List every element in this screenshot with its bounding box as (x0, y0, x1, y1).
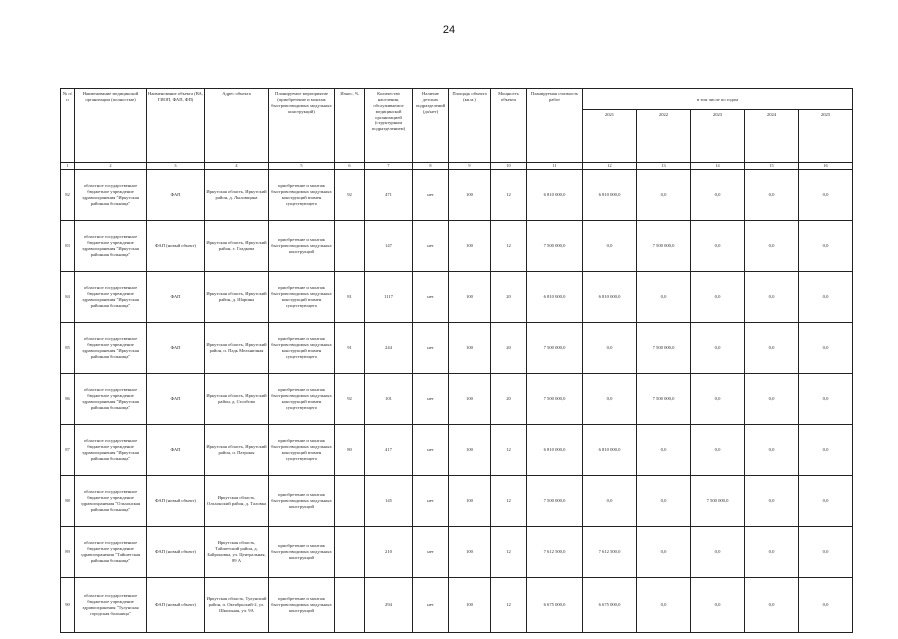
children-cell: нет (413, 425, 449, 476)
measure-cell: приобретение и монтаж быстровозводимых модульных конструкций (269, 476, 335, 527)
year-2025-cell: 0,0 (799, 578, 853, 633)
object-name-cell: ФАП (147, 425, 205, 476)
children-cell: нет (413, 578, 449, 633)
capacity-cell: 12 (491, 221, 527, 272)
column-number: 14 (691, 163, 745, 170)
address-cell: Иркутская область, Иркутский район, п. Падь Мельничная (205, 323, 269, 374)
year-2025-cell: 0,0 (799, 323, 853, 374)
population-cell: 210 (365, 527, 413, 578)
measure-cell: приобретение и монтаж быстровозводимых модульных конструкций (269, 527, 335, 578)
year-2022-cell: 0,0 (637, 476, 691, 527)
object-name-cell: ФАП (147, 272, 205, 323)
wear-cell: 92 (335, 170, 365, 221)
year-2021-cell: 6 810 000,0 (583, 170, 637, 221)
address-cell: Иркутская область, Иркутский район, д. Лыловщина (205, 170, 269, 221)
object-name-cell: ФАП (новый объект) (147, 221, 205, 272)
column-number: 10 (491, 163, 527, 170)
population-cell: 1117 (365, 272, 413, 323)
header-wear: Износ, % (335, 89, 365, 163)
row-number: 89 (61, 527, 75, 578)
area-cell: 100 (449, 476, 491, 527)
year-2023-cell: 0,0 (691, 323, 745, 374)
object-name-cell: ФАП (новый объект) (147, 527, 205, 578)
institution-cell: областное государственное бюджетное учреждение здравоохранения "Иркутская районная больница" (75, 425, 147, 476)
wear-cell: 91 (335, 323, 365, 374)
year-2021-cell: 7 612 500,0 (583, 527, 637, 578)
table-row (61, 425, 853, 476)
year-2024-cell: 0,0 (745, 374, 799, 425)
year-2023-cell: 0,0 (691, 578, 745, 633)
header-row (61, 89, 853, 110)
area-cell: 100 (449, 221, 491, 272)
year-2025-cell: 0,0 (799, 374, 853, 425)
header-institution: Наименование медицинской организации (полностью) (75, 89, 147, 163)
year-2025-cell: 0,0 (799, 425, 853, 476)
area-cell: 100 (449, 374, 491, 425)
cost-cell: 6 810 000,0 (527, 272, 583, 323)
measure-cell: приобретение и монтаж быстровозводимых модульных конструкций взамен существующего (269, 272, 335, 323)
object-name-cell: ФАП (147, 374, 205, 425)
wear-cell (335, 527, 365, 578)
cost-cell: 7 612 500,0 (527, 527, 583, 578)
header-year: 2023 (691, 110, 745, 163)
capacity-cell: 12 (491, 476, 527, 527)
wear-cell: 80 (335, 425, 365, 476)
object-name-cell: ФАП (147, 170, 205, 221)
year-2022-cell: 7 500 000,0 (637, 323, 691, 374)
row-number: 88 (61, 476, 75, 527)
row-number: 86 (61, 374, 75, 425)
capacity-cell: 20 (491, 272, 527, 323)
address-cell: Иркутская область, Иркутский район, з. Гладкова (205, 221, 269, 272)
column-number: 4 (205, 163, 269, 170)
wear-cell: 92 (335, 374, 365, 425)
column-number: 3 (147, 163, 205, 170)
children-cell: нет (413, 323, 449, 374)
header-by-years: в том числе по годам (583, 89, 853, 110)
children-cell: нет (413, 170, 449, 221)
year-2022-cell: 0,0 (637, 578, 691, 633)
capacity-cell: 12 (491, 425, 527, 476)
row-number: 84 (61, 272, 75, 323)
row-number: 90 (61, 578, 75, 633)
column-number: 7 (365, 163, 413, 170)
measure-cell: приобретение и монтаж быстровозводимых модульных конструкций взамен существующего (269, 374, 335, 425)
table-row (61, 323, 853, 374)
capacity-cell: 20 (491, 374, 527, 425)
population-cell: 101 (365, 374, 413, 425)
institution-cell: областное государственное бюджетное учреждение здравоохранения "Тайшетская районная больница" (75, 527, 147, 578)
year-2021-cell: 0,0 (583, 374, 637, 425)
wear-cell: 81 (335, 272, 365, 323)
year-2023-cell: 0,0 (691, 425, 745, 476)
header-children: Наличие детских подразделений (да/нет) (413, 89, 449, 163)
year-2023-cell: 0,0 (691, 272, 745, 323)
header-cost: Планируемая стоимость работ (527, 89, 583, 163)
year-2021-cell: 0,0 (583, 221, 637, 272)
header-year: 2025 (799, 110, 853, 163)
year-2023-cell: 7 500 000,0 (691, 476, 745, 527)
year-2022-cell: 0,0 (637, 272, 691, 323)
year-2025-cell: 0,0 (799, 221, 853, 272)
children-cell: нет (413, 374, 449, 425)
year-2022-cell: 7 500 000,0 (637, 374, 691, 425)
table-row (61, 527, 853, 578)
wear-cell (335, 221, 365, 272)
measure-cell: приобретение и монтаж быстровозводимых модульных конструкций (269, 578, 335, 633)
header-object-name: Наименование объекта (ВА, ГИОП, ФАП, ФП) (147, 89, 205, 163)
area-cell: 100 (449, 170, 491, 221)
object-name-cell: ФАП (147, 323, 205, 374)
wear-cell (335, 476, 365, 527)
measure-cell: приобретение и монтаж быстровозводимых модульных конструкций взамен существующего (269, 170, 335, 221)
year-2024-cell: 0,0 (745, 323, 799, 374)
table-row (61, 476, 853, 527)
row-number: 83 (61, 221, 75, 272)
cost-cell: 7 500 000,0 (527, 323, 583, 374)
year-2024-cell: 0,0 (745, 221, 799, 272)
column-number: 13 (637, 163, 691, 170)
address-cell: Иркутская область, Иркутский район, д. Столбова (205, 374, 269, 425)
year-2021-cell: 6 810 000,0 (583, 425, 637, 476)
header-year: 2022 (637, 110, 691, 163)
column-number: 2 (75, 163, 147, 170)
year-2025-cell: 0,0 (799, 527, 853, 578)
population-cell: 417 (365, 425, 413, 476)
column-numbers-row (61, 163, 853, 170)
object-name-cell: ФАП (новый объект) (147, 476, 205, 527)
table-row (61, 272, 853, 323)
row-number: 82 (61, 170, 75, 221)
page-number: 24 (442, 24, 456, 36)
institution-cell: областное государственное бюджетное учреждение здравоохранения "Иркутская районная больница" (75, 323, 147, 374)
year-2025-cell: 0,0 (799, 272, 853, 323)
area-cell: 100 (449, 578, 491, 633)
header-year: 2021 (583, 110, 637, 163)
area-cell: 100 (449, 272, 491, 323)
population-cell: 244 (365, 323, 413, 374)
institution-cell: областное государственное бюджетное учреждение здравоохранения "Иркутская районная больница" (75, 374, 147, 425)
year-2021-cell: 6 675 000,0 (583, 578, 637, 633)
object-name-cell: ФАП (новый объект) (147, 578, 205, 633)
year-2023-cell: 0,0 (691, 527, 745, 578)
column-number: 12 (583, 163, 637, 170)
column-number: 8 (413, 163, 449, 170)
table-row (61, 221, 853, 272)
area-cell: 100 (449, 425, 491, 476)
column-number: 1 (61, 163, 75, 170)
row-number: 85 (61, 323, 75, 374)
cost-cell: 7 500 000,0 (527, 221, 583, 272)
children-cell: нет (413, 527, 449, 578)
investment-table (60, 88, 853, 633)
area-cell: 100 (449, 323, 491, 374)
column-number: 9 (449, 163, 491, 170)
area-cell: 100 (449, 527, 491, 578)
year-2021-cell: 6 810 000,0 (583, 272, 637, 323)
year-2024-cell: 0,0 (745, 527, 799, 578)
year-2022-cell: 0,0 (637, 170, 691, 221)
cost-cell: 6 675 000,0 (527, 578, 583, 633)
table-row (61, 170, 853, 221)
year-2024-cell: 0,0 (745, 425, 799, 476)
address-cell: Иркутская область, Иркутский район, п. Патроны (205, 425, 269, 476)
children-cell: нет (413, 476, 449, 527)
measure-cell: приобретение и монтаж быстровозводимых модульных конструкций взамен существующего (269, 425, 335, 476)
capacity-cell: 20 (491, 323, 527, 374)
year-2023-cell: 0,0 (691, 221, 745, 272)
year-2021-cell: 0,0 (583, 476, 637, 527)
cost-cell: 6 810 000,0 (527, 425, 583, 476)
year-2023-cell: 0,0 (691, 374, 745, 425)
cost-cell: 7 500 000,0 (527, 374, 583, 425)
population-cell: 147 (365, 221, 413, 272)
year-2025-cell: 0,0 (799, 170, 853, 221)
address-cell: Иркутская область, Ольхонский район, д. Таловка (205, 476, 269, 527)
year-2024-cell: 0,0 (745, 272, 799, 323)
cost-cell: 7 500 000,0 (527, 476, 583, 527)
year-2024-cell: 0,0 (745, 170, 799, 221)
column-number: 6 (335, 163, 365, 170)
header-capacity: Мощность объекта (491, 89, 527, 163)
institution-cell: областное государственное бюджетное учреждение здравоохранения "Иркутская районная больница" (75, 272, 147, 323)
header-address: Адрес объекта (205, 89, 269, 163)
institution-cell: областное государственное бюджетное учреждение здравоохранения "Тулунская городская больница" (75, 578, 147, 633)
header-year: 2024 (745, 110, 799, 163)
table-row (61, 374, 853, 425)
year-2022-cell: 0,0 (637, 527, 691, 578)
header-no: № п/п (61, 89, 75, 163)
header-population: Количество населения, обслуживаемое медицинской организацией (структурным подразделением) (365, 89, 413, 163)
column-number: 15 (745, 163, 799, 170)
address-cell: Иркутская область, Тайшетский район, д. Байроновка, ул. Центральная, 89 А (205, 527, 269, 578)
year-2024-cell: 0,0 (745, 578, 799, 633)
row-number: 87 (61, 425, 75, 476)
institution-cell: областное государственное бюджетное учреждение здравоохранения "Иркутская районная больница" (75, 170, 147, 221)
institution-cell: областное государственное бюджетное учреждение здравоохранения "Иркутская районная больница" (75, 221, 147, 272)
column-number: 16 (799, 163, 853, 170)
children-cell: нет (413, 221, 449, 272)
population-cell: 471 (365, 170, 413, 221)
capacity-cell: 12 (491, 578, 527, 633)
year-2023-cell: 0,0 (691, 170, 745, 221)
children-cell: нет (413, 272, 449, 323)
institution-cell: областное государственное бюджетное учреждение здравоохранения "Ольхонская районная больница" (75, 476, 147, 527)
year-2024-cell: 0,0 (745, 476, 799, 527)
cost-cell: 6 810 000,0 (527, 170, 583, 221)
population-cell: 294 (365, 578, 413, 633)
measure-cell: приобретение и монтаж быстровозводимых модульных конструкций взамен существующего (269, 323, 335, 374)
header-area: Площадь объекта (кв.м.) (449, 89, 491, 163)
address-cell: Иркутская область, Тулунский район, п. Октябрьский-2, ул. Школьная, уч. 9А (205, 578, 269, 633)
population-cell: 145 (365, 476, 413, 527)
column-number: 5 (269, 163, 335, 170)
year-2022-cell: 7 500 000,0 (637, 221, 691, 272)
wear-cell (335, 578, 365, 633)
capacity-cell: 12 (491, 527, 527, 578)
table-row (61, 578, 853, 633)
year-2025-cell: 0,0 (799, 476, 853, 527)
capacity-cell: 12 (491, 170, 527, 221)
column-number: 11 (527, 163, 583, 170)
year-2022-cell: 0,0 (637, 425, 691, 476)
address-cell: Иркутская область, Иркутский район, д. Шарины (205, 272, 269, 323)
year-2021-cell: 0,0 (583, 323, 637, 374)
header-measures: Планируемое мероприятие (приобретение и монтаж быстровозводимых модульных конструкций) (269, 89, 335, 163)
measure-cell: приобретение и монтаж быстровозводимых модульных конструкций (269, 221, 335, 272)
